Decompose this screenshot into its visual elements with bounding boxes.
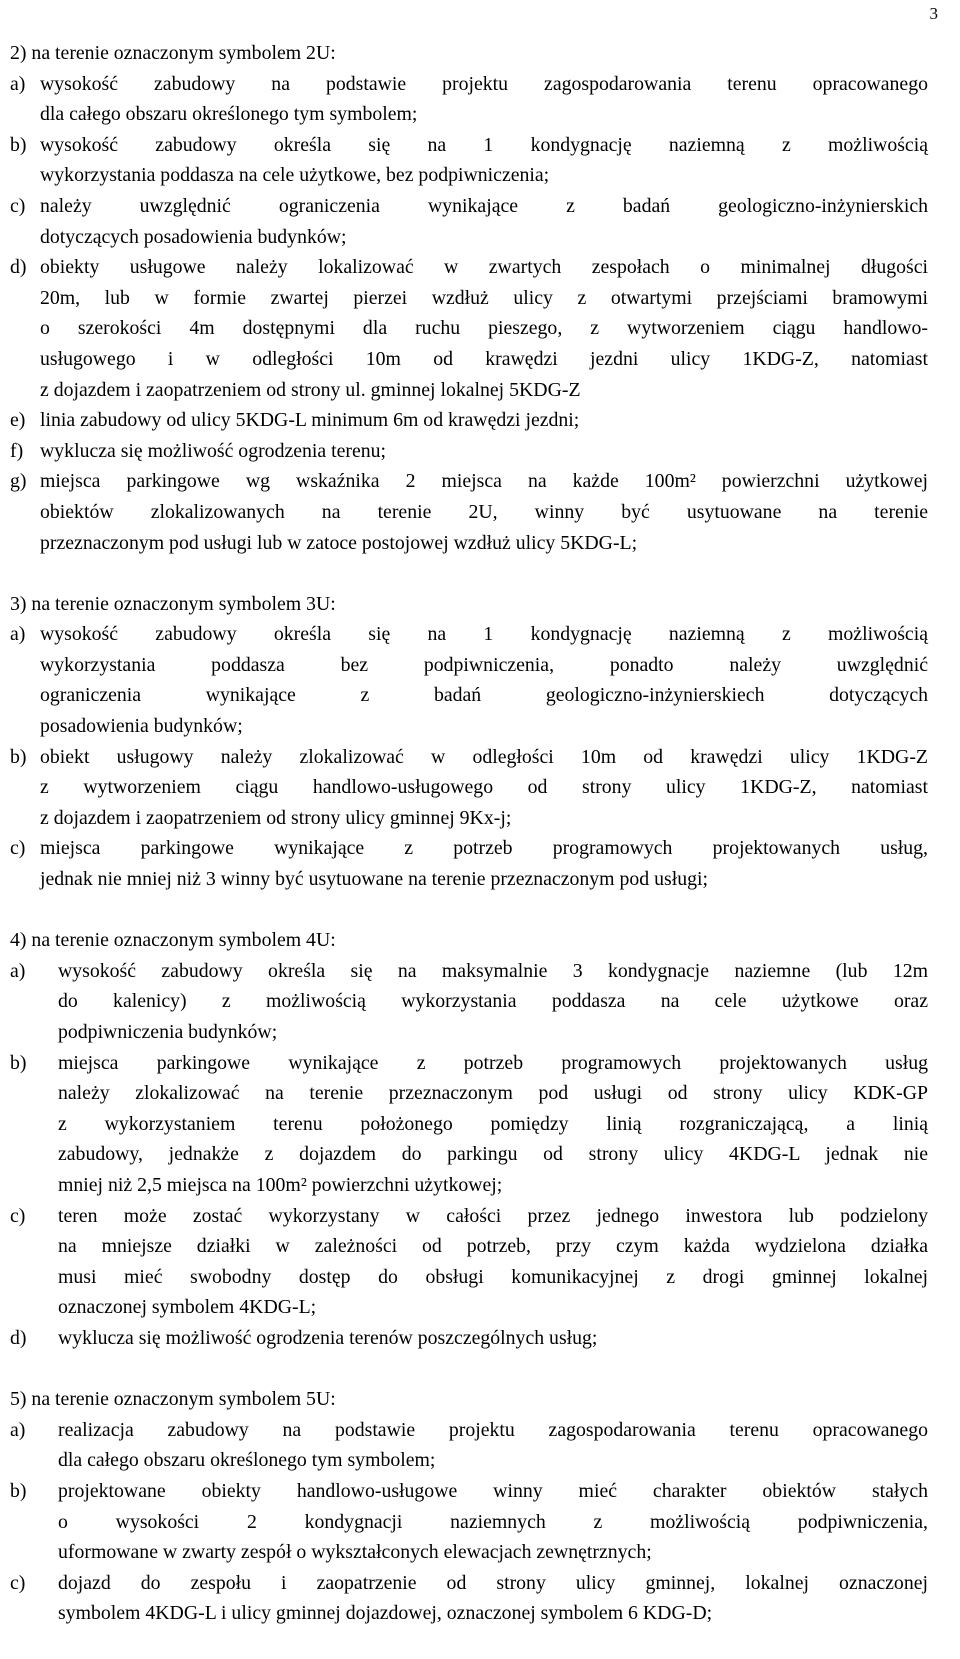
list-item: [10, 436, 928, 467]
item-letter: c): [10, 1204, 26, 1227]
text-line: z dojazdem i zaopatrzeniem od strony ul. gminnej lokalnej 5KDG-Z: [40, 378, 581, 401]
list-item: [10, 1201, 928, 1323]
item-letter: a): [10, 1418, 26, 1441]
text-line: dotyczących posadowienia budynków;: [40, 225, 347, 248]
text-line: usługowego i w odległości 10m od krawędzi jezdni ulicy 1KDG-Z, natomiast: [40, 347, 928, 370]
item-letter: a): [10, 959, 26, 982]
text-line: posadowienia budynków;: [40, 715, 243, 738]
item-text: [58, 956, 928, 1048]
item-text: [58, 1323, 928, 1354]
section-title: 4) na terenie oznaczonym symbolem 4U:: [10, 929, 336, 952]
text-line: mniej niż 2,5 miejsca na 100m² powierzchni użytkowej;: [58, 1173, 503, 1196]
item-letter: f): [10, 439, 24, 462]
item-letter: a): [10, 72, 26, 95]
item-text: [40, 252, 928, 405]
text-line: podpiwniczenia budynków;: [58, 1021, 278, 1043]
item-letter: a): [10, 623, 26, 646]
list-item: [10, 1476, 928, 1568]
text-line: 20m, lub w formie zwartej pierzei wzdłuż ulicy z otwartymi przejściami bramowymi: [40, 286, 928, 309]
list-item: [10, 252, 928, 405]
item-text: [40, 833, 928, 894]
text-line: dla całego obszaru określonego tym symbolem;: [40, 103, 418, 126]
section-2: [10, 38, 928, 558]
item-list: [10, 619, 928, 894]
text-line: wyklucza się możliwość ogrodzenia terenów poszczególnych usług;: [58, 1326, 598, 1349]
text-line: realizacja zabudowy na podstawie projektu zagospodarowania terenu opracowanego: [58, 1418, 928, 1441]
text-line: o szerokości 4m dostępnymi dla ruchu pieszego, z wytworzeniem ciągu handlowo-: [40, 317, 928, 340]
item-text: [58, 1201, 928, 1323]
item-text: [40, 130, 928, 191]
list-item: [10, 833, 928, 894]
item-text: [40, 191, 928, 252]
text-line: należy uwzględnić ograniczenia wynikające z badań geologiczno-inżynierskich: [40, 194, 928, 217]
text-line: obiekt usługowy należy zlokalizować w odległości 10m od krawędzi ulicy 1KDG-Z: [40, 745, 928, 768]
text-line: miejsca parkingowe wg wskaźnika 2 miejsca na każde 100m² powierzchni użytkowej: [40, 470, 928, 493]
section-5: [10, 1384, 928, 1629]
text-line: wyklucza się możliwość ogrodzenia terenu;: [40, 439, 387, 462]
text-line: linia zabudowy od ulicy 5KDG-L minimum 6m od krawędzi jezdni;: [40, 409, 580, 432]
list-item: [10, 1323, 928, 1354]
text-line: zabudowy, jednakże z dojazdem do parkingu od strony ulicy 4KDG-L jednak nie: [58, 1143, 928, 1166]
section-title: 2) na terenie oznaczonym symbolem 2U:: [10, 42, 336, 64]
item-letter: b): [10, 745, 27, 768]
item-list: [10, 69, 928, 559]
list-item: [10, 1568, 928, 1629]
text-line: z wykorzystaniem terenu położonego pomiędzy linią rozgraniczającą, a linią: [58, 1112, 928, 1135]
text-line: ograniczenia wynikające z badań geologiczno-inżynierskiech dotyczących: [40, 684, 928, 707]
item-letter: b): [10, 1051, 27, 1074]
text-line: wykorzystania poddasza na cele użytkowe, bez podpiwniczenia;: [40, 164, 550, 187]
text-line: na mniejsze działki w zależności od potrzeb, przy czym każda wydzielona działka: [58, 1235, 928, 1258]
item-letter: c): [10, 1571, 26, 1594]
item-text: [58, 1415, 928, 1476]
item-letter: c): [10, 837, 26, 860]
item-letter: g): [10, 470, 27, 493]
item-text: [40, 466, 928, 558]
section-title: 5) na terenie oznaczonym symbolem 5U:: [10, 1388, 336, 1411]
section-4: [10, 925, 928, 1353]
item-text: [58, 1048, 928, 1201]
text-line: dla całego obszaru określonego tym symbolem;: [58, 1449, 436, 1472]
text-line: wysokość zabudowy określa się na 1 kondygnację naziemną z możliwością: [40, 133, 928, 156]
list-item: [10, 191, 928, 252]
list-item: [10, 69, 928, 130]
list-item: [10, 130, 928, 191]
text-line: jednak nie mniej niż 3 winny być usytuowane na terenie przeznaczonym pod usługi;: [40, 868, 708, 891]
item-text: [40, 405, 928, 436]
text-line: do kalenicy) z możliwością wykorzystania poddasza na cele użytkowe oraz: [58, 990, 928, 1013]
item-letter: e): [10, 409, 26, 432]
list-item: [10, 1048, 928, 1201]
item-letter: b): [10, 133, 27, 156]
text-line: o wysokości 2 kondygnacji naziemnych z możliwością podpiwniczenia,: [58, 1510, 928, 1533]
text-line: teren może zostać wykorzystany w całości przez jednego inwestora lub podzielony: [58, 1204, 928, 1227]
list-item: [10, 956, 928, 1048]
list-item: [10, 742, 928, 834]
item-letter: b): [10, 1479, 27, 1502]
item-letter: c): [10, 194, 26, 217]
text-line: przeznaczonym pod usługi lub w zatoce postojowej wzdłuż ulicy 5KDG-L;: [40, 531, 638, 554]
text-line: obiekty usługowe należy lokalizować w zwartych zespołach o minimalnej długości: [40, 256, 928, 279]
text-line: miejsca parkingowe wynikające z potrzeb programowych projektowanych usług: [58, 1051, 928, 1074]
page-number: 3: [929, 4, 938, 23]
text-line: dojazd do zespołu i zaopatrzenie od strony ulicy gminnej, lokalnej oznaczonej: [58, 1571, 928, 1594]
item-letter: d): [10, 1326, 27, 1349]
list-item: [10, 1415, 928, 1476]
text-line: symbolem 4KDG-L i ulicy gminnej dojazdowej, oznaczonej symbolem 6 KDG-D;: [58, 1602, 713, 1625]
item-list: [10, 956, 928, 1354]
item-list: [10, 1415, 928, 1629]
list-item: [10, 405, 928, 436]
text-line: należy zlokalizować na terenie przeznaczonym pod usługi od strony ulicy KDK-GP: [58, 1082, 928, 1105]
item-text: [58, 1568, 928, 1629]
section-3: [10, 589, 928, 895]
text-line: oznaczonej symbolem 4KDG-L;: [58, 1296, 317, 1319]
text-line: wykorzystania poddasza bez podpiwniczenia, ponadto należy uwzględnić: [40, 653, 928, 676]
list-item: [10, 619, 928, 741]
section-title: 3) na terenie oznaczonym symbolem 3U:: [10, 592, 336, 615]
text-line: uformowane w zwarty zespół o wykształconych elewacjach zewnętrznych;: [58, 1541, 652, 1564]
text-line: musi mieć swobodny dostęp do obsługi komunikacyjnej z drogi gminnej lokalnej: [58, 1265, 928, 1288]
text-line: projektowane obiekty handlowo-usługowe winny mieć charakter obiektów stałych: [58, 1479, 928, 1502]
text-line: wysokość zabudowy określa się na 1 kondygnację naziemną z możliwością: [40, 623, 928, 646]
text-line: wysokość zabudowy określa się na maksymalnie 3 kondygnacje naziemne (lub 12m: [58, 959, 928, 982]
list-item: [10, 466, 928, 558]
item-text: [40, 69, 928, 130]
text-line: obiektów zlokalizowanych na terenie 2U, winny być usytuowane na terenie: [40, 500, 928, 523]
item-letter: d): [10, 256, 27, 279]
text-line: z wytworzeniem ciągu handlowo-usługowego od strony ulicy 1KDG-Z, natomiast: [40, 776, 928, 799]
item-text: [40, 436, 928, 467]
item-text: [40, 742, 928, 834]
item-text: [40, 619, 928, 741]
text-line: miejsca parkingowe wynikające z potrzeb programowych projektowanych usług,: [40, 837, 928, 860]
text-line: z dojazdem i zaopatrzeniem od strony ulicy gminnej 9Kx-j;: [40, 806, 512, 829]
item-text: [58, 1476, 928, 1568]
text-line: wysokość zabudowy na podstawie projektu zagospodarowania terenu opracowanego: [40, 72, 928, 95]
document-body: [10, 38, 928, 1659]
